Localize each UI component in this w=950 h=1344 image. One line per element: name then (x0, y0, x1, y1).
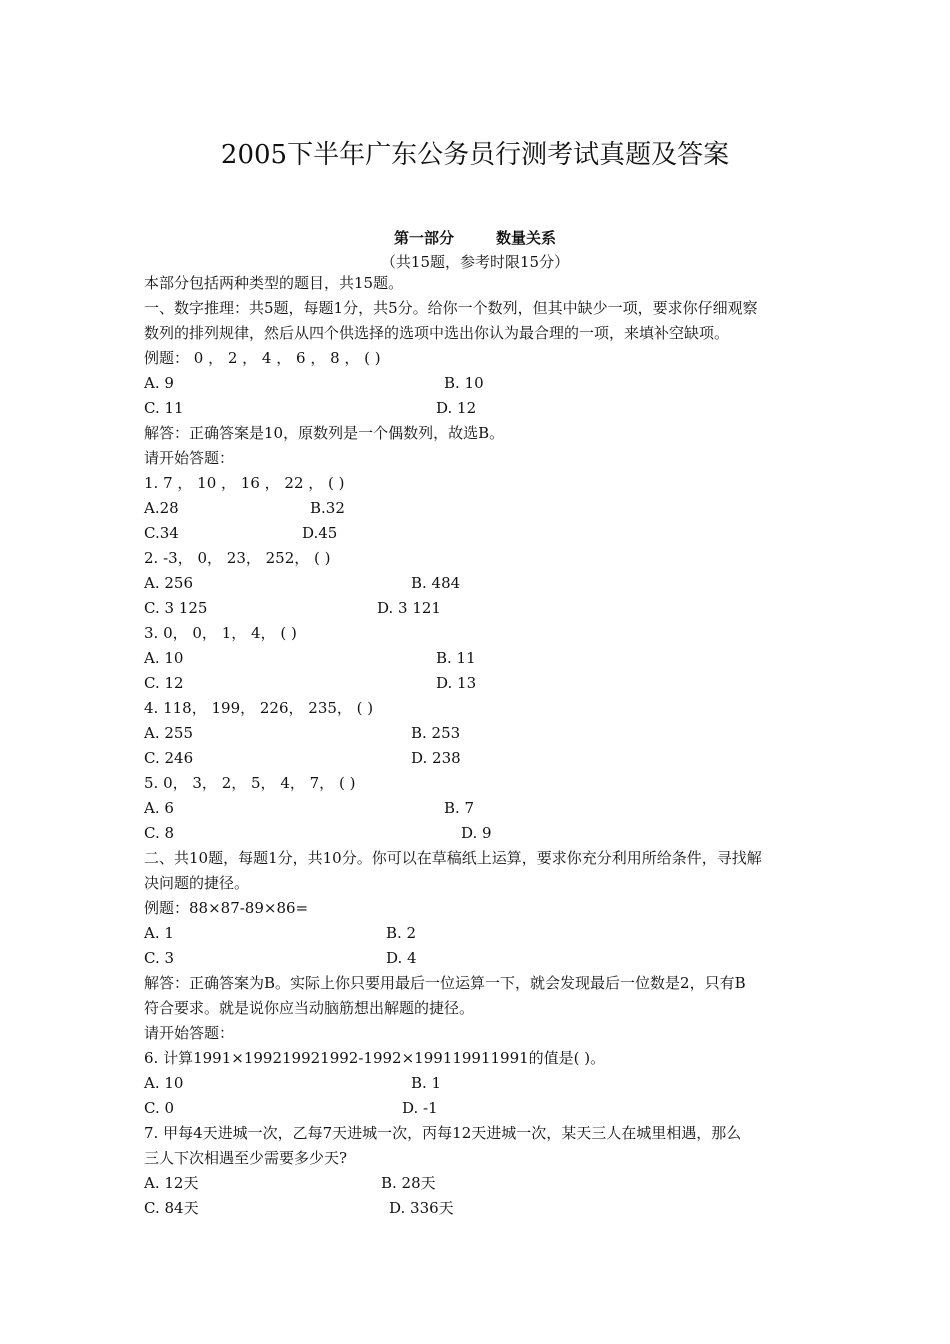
question-5: 5. 0， 3， 2， 5， 4， 7， ( ) (144, 774, 356, 792)
example1-option-d: D. 12 (436, 399, 477, 417)
example2-answer: 解答：正确答案为B。实际上你只要用最后一位运算一下，就会发现最后一位数是2，只有B (144, 974, 746, 992)
section-part: 第一部分 (393, 229, 454, 247)
q7-option-a: A. 12天 (144, 1174, 199, 1192)
q5-option-d: D. 9 (461, 824, 492, 842)
example2-option-a: A. 1 (144, 924, 174, 942)
q2-option-d: D. 3 121 (377, 599, 441, 617)
question-6: 6. 计算1991×199219921992-1992×199119911991的值是( )。 (144, 1049, 606, 1067)
question-3: 3. 0， 0， 1， 4， ( ) (144, 624, 297, 642)
section-heading (0, 227, 950, 248)
q4-option-c: C. 246 (144, 749, 194, 767)
q3-option-b: B. 11 (436, 649, 476, 667)
intro-line: 本部分包括两种类型的题目，共15题。 (144, 274, 404, 292)
example2-option-d: D. 4 (386, 949, 417, 967)
q3-option-d: D. 13 (436, 674, 477, 692)
q7-option-b: B. 28天 (381, 1174, 436, 1192)
question-7-cont: 三人下次相遇至少需要多少天? (144, 1149, 348, 1167)
q7-option-d: D. 336天 (389, 1199, 454, 1217)
q3-option-c: C. 12 (144, 674, 184, 692)
q5-option-c: C. 8 (144, 824, 175, 842)
example2-option-c: C. 3 (144, 949, 175, 967)
q4-option-d: D. 238 (411, 749, 461, 767)
section1-instructions-cont: 数列的排列规律，然后从四个供选择的选项中选出你认为最合理的一项，来填补空缺项。 (144, 324, 730, 342)
q4-option-b: B. 253 (411, 724, 461, 742)
q2-option-c: C. 3 125 (144, 599, 208, 617)
example1-option-b: B. 10 (444, 374, 484, 392)
example1-question: 例题： 0 ， 2 ， 4 ， 6 ， 8 ， ( ) (144, 349, 381, 367)
q5-option-a: A. 6 (144, 799, 174, 817)
q3-option-a: A. 10 (144, 649, 184, 667)
start-prompt: 请开始答题： (144, 449, 235, 467)
q1-option-b: B.32 (310, 499, 345, 517)
q2-option-a: A. 256 (144, 574, 193, 592)
q6-option-b: B. 1 (411, 1074, 442, 1092)
section2-instructions: 二、共10题，每题1分，共10分。你可以在草稿纸上运算，要求你充分利用所给条件，寻找解 (144, 849, 762, 867)
q6-option-a: A. 10 (144, 1074, 184, 1092)
document-title: 2005下半年广东公务员行测考试真题及答案 (220, 140, 730, 170)
section1-instructions: 一、数字推理：共5题，每题1分，共5分。给你一个数列，但其中缺少一项，要求你仔细观察 (144, 299, 758, 317)
q1-option-d: D.45 (302, 524, 338, 542)
example1-answer: 解答：正确答案是10，原数列是一个偶数列，故选B。 (144, 424, 505, 442)
q6-option-d: D. -1 (402, 1099, 438, 1117)
q1-option-a: A.28 (144, 499, 179, 517)
q1-option-c: C.34 (144, 524, 179, 542)
example2-answer-cont: 符合要求。就是说你应当动脑筋想出解题的捷径。 (144, 999, 475, 1017)
question-2: 2. -3， 0， 23， 252， ( ) (144, 549, 331, 567)
example2-option-b: B. 2 (386, 924, 417, 942)
question-1: 1. 7 ， 10 ， 16 ， 22 ， ( ) (144, 474, 345, 492)
q7-option-c: C. 84天 (144, 1199, 199, 1217)
example1-option-c: C. 11 (144, 399, 184, 417)
question-4: 4. 118， 199， 226， 235， ( ) (144, 699, 374, 717)
section-name: 数量关系 (496, 229, 557, 247)
q2-option-b: B. 484 (411, 574, 461, 592)
section2-instructions-cont: 决问题的捷径。 (144, 874, 250, 892)
example2-question: 例题：88×87-89×86= (144, 899, 309, 917)
section-subtitle: （共15题，参考时限15分） (380, 253, 570, 271)
q6-option-c: C. 0 (144, 1099, 175, 1117)
question-7: 7. 甲每4天进城一次，乙每7天进城一次，丙每12天进城一次，某天三人在城里相遇，那么 (144, 1124, 742, 1142)
q5-option-b: B. 7 (444, 799, 475, 817)
example1-option-a: A. 9 (144, 374, 174, 392)
q4-option-a: A. 255 (144, 724, 193, 742)
start-prompt-2: 请开始答题： (144, 1024, 235, 1042)
